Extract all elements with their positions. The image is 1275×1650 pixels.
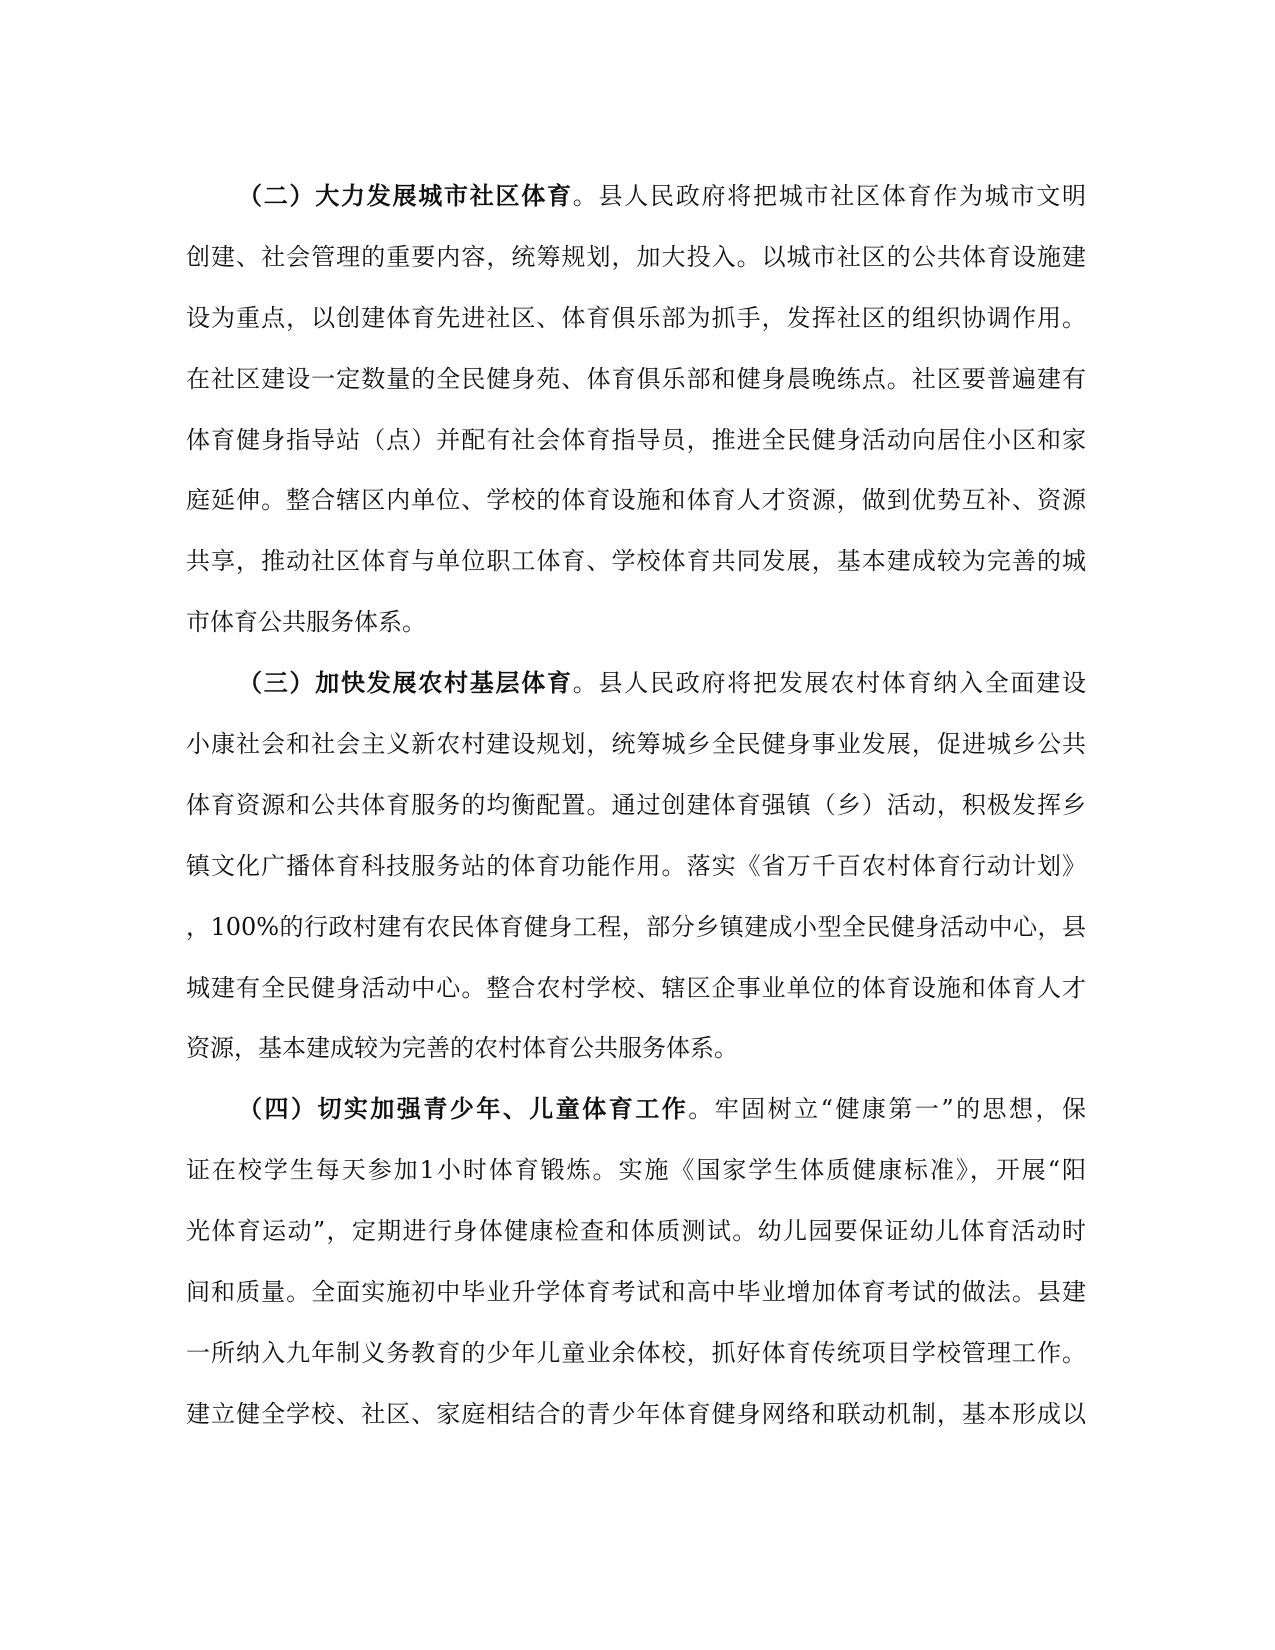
paragraph-heading: （三）加快发展农村基层体育 <box>238 668 573 698</box>
paragraph-text: 。县人民政府将把城市社区体育作为城市文明 <box>572 182 1086 210</box>
paragraph-line: 建立健全学校、社区、家庭相结合的青少年体育健身网络和联动机制，基本形成以 <box>186 1399 1086 1428</box>
paragraph-line: 创建、社会管理的重要内容，统筹规划，加大投入。以城市社区的公共体育设施建 <box>186 242 1086 271</box>
paragraph-line: 资源，基本建成较为完善的农村体育公共服务体系。 <box>186 1034 738 1063</box>
paragraph-text: 。县人民政府将把发展农村体育纳入全面建设 <box>572 669 1086 698</box>
paragraph-heading: （四）切实加强青少年、儿童体育工作 <box>238 1094 689 1124</box>
paragraph-urban-community-sports <box>186 166 1086 653</box>
paragraph-line: ，100%的行政村建有农民体育健身工程，部分乡镇建成小型全民健身活动中心，县 <box>186 912 1086 941</box>
paragraph-heading: （二）大力发展城市社区体育 <box>238 181 573 210</box>
document-body <box>186 166 1086 1445</box>
paragraph-line: 镇文化广播体育科技服务站的体育功能作用。落实《省万千百农村体育行动计划》 <box>186 851 1086 880</box>
paragraph-line <box>186 653 1086 714</box>
paragraph-line: 体育资源和公共体育服务的均衡配置。通过创建体育强镇（乡）活动，积极发挥乡 <box>186 790 1086 819</box>
paragraph-youth-sports <box>186 1079 1086 1444</box>
paragraph-line: 证在校学生每天参加1小时体育锻炼。实施《国家学生体质健康标准》，开展“阳 <box>186 1156 1086 1185</box>
paragraph-line: 小康社会和社会主义新农村建设规划，统筹城乡全民健身事业发展，促进城乡公共 <box>186 730 1086 759</box>
paragraph-rural-sports <box>186 653 1086 1079</box>
paragraph-line: 城建有全民健身活动中心。整合农村学校、辖区企事业单位的体育设施和体育人才 <box>186 973 1086 1002</box>
paragraph-line: 间和质量。全面实施初中毕业升学体育考试和高中毕业增加体育考试的做法。县建 <box>186 1278 1086 1307</box>
paragraph-line <box>186 166 1086 227</box>
paragraph-line: 市体育公共服务体系。 <box>186 608 426 637</box>
paragraph-line: 设为重点，以创建体育先进社区、体育俱乐部为抓手，发挥社区的组织协调作用。 <box>186 303 1086 332</box>
paragraph-line: 庭延伸。整合辖区内单位、学校的体育设施和体育人才资源，做到优势互补、资源 <box>186 486 1086 515</box>
paragraph-line: 一所纳入九年制义务教育的少年儿童业余体校，抓好体育传统项目学校管理工作。 <box>186 1338 1086 1367</box>
paragraph-line <box>186 1079 1086 1140</box>
paragraph-line: 在社区建设一定数量的全民健身苑、体育俱乐部和健身晨晚练点。社区要普遍建有 <box>186 364 1086 393</box>
paragraph-line: 光体育运动”，定期进行身体健康检查和体质测试。幼儿园要保证幼儿体育活动时 <box>186 1217 1086 1246</box>
paragraph-line: 共享，推动社区体育与单位职工体育、学校体育共同发展，基本建成较为完善的城 <box>186 547 1086 576</box>
paragraph-text: 。牢固树立“健康第一”的思想，保 <box>688 1095 1087 1124</box>
paragraph-line: 体育健身指导站（点）并配有社会体育指导员，推进全民健身活动向居住小区和家 <box>186 425 1086 454</box>
